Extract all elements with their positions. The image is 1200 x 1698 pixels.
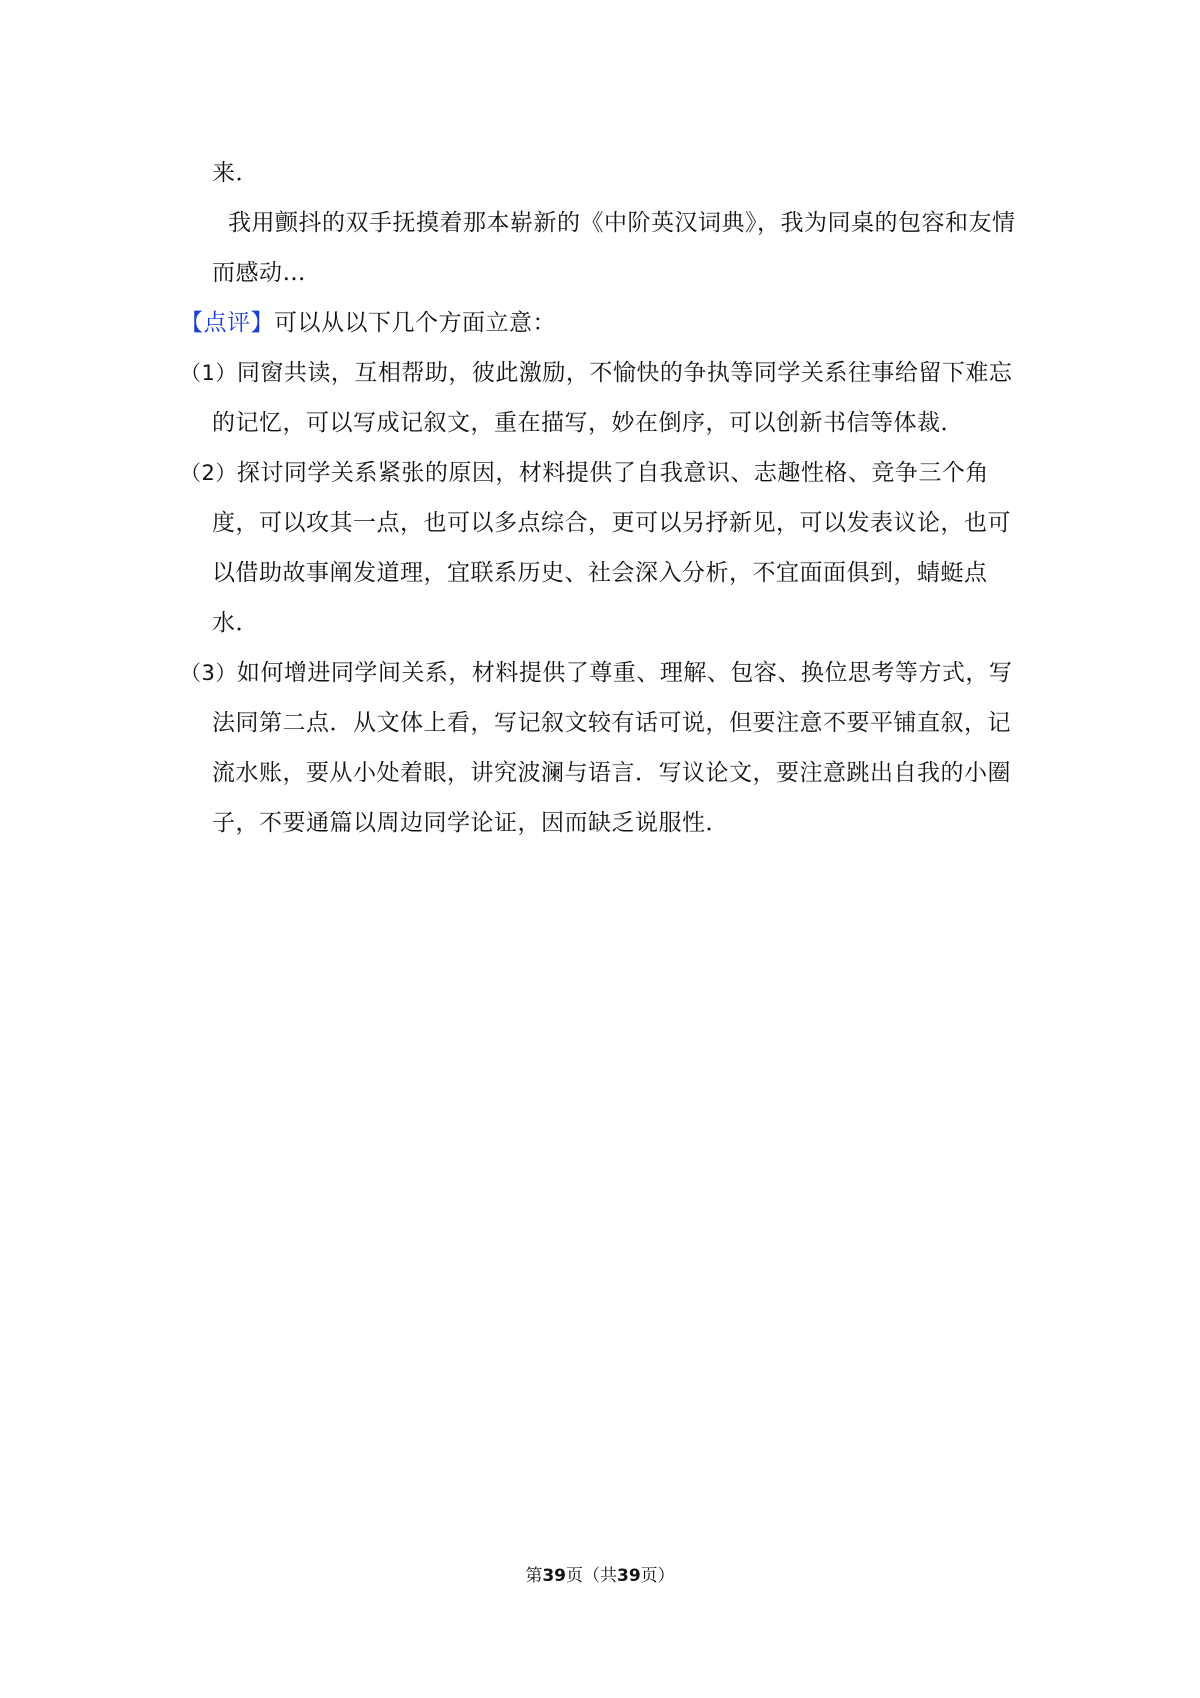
item-number: （2） xyxy=(180,461,237,485)
item-number: （3） xyxy=(180,661,237,685)
current-page-number: 39 xyxy=(542,1566,566,1586)
comment-label: 【点评】 xyxy=(180,310,274,336)
footer-middle: 页（共 xyxy=(566,1566,617,1586)
item-number: （1） xyxy=(180,361,237,385)
footer-suffix: 页） xyxy=(640,1566,675,1586)
page-footer xyxy=(0,1561,1200,1586)
comment-heading xyxy=(180,298,1030,348)
item-text: 同窗共读，互相帮助，彼此激励，不愉快的争执等同学关系往事给留下难忘的记忆，可以写成记叙文，重在描写，妙在倒序，可以创新书信等体裁． xyxy=(212,360,1013,436)
total-page-number: 39 xyxy=(617,1566,641,1586)
story-paragraph: 我用颤抖的双手抚摸着那本崭新的《中阶英汉词典》，我为同桌的包容和友情而感动… xyxy=(212,210,1016,286)
continued-line: 来． xyxy=(212,160,259,186)
document-body xyxy=(180,148,1030,848)
footer-prefix: 第 xyxy=(525,1566,543,1586)
item-text: 探讨同学关系紧张的原因，材料提供了自我意识、志趣性格、竞争三个角度，可以攻其一点，也可以多点综合，更可以另抒新见，可以发表议论，也可以借助故事阐发道理，宜联系历史、社会深入分析，不宜面面俱到，蜻蜓点水． xyxy=(212,460,1011,636)
comment-intro: 可以从以下几个方面立意： xyxy=(274,310,556,336)
item-text: 如何增进同学间关系，材料提供了尊重、理解、包容、换位思考等方式，写法同第二点．从文体上看，写记叙文较有话可说，但要注意不要平铺直叙，记流水账，要从小处着眼，讲究波澜与语言．写议论文，要注意跳出自我的小圈子，不要通篇以周边同学论证，因而缺乏说服性． xyxy=(212,660,1013,836)
comment-item-1 xyxy=(180,348,1030,448)
comment-item-2 xyxy=(180,448,1030,648)
comment-item-3 xyxy=(180,648,1030,848)
